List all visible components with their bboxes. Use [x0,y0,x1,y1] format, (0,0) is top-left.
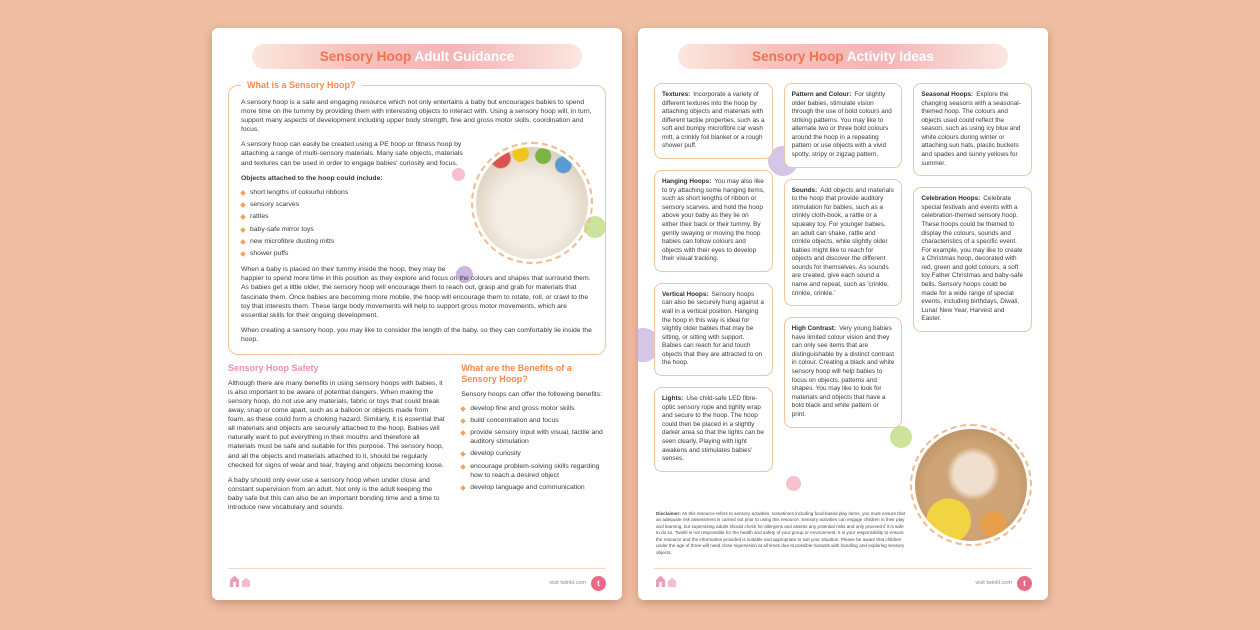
card-pattern-and-colour [784,83,903,168]
diamond-bullet-icon [460,430,466,436]
what-is-title: What is a Sensory Hoop? [241,80,362,90]
what-is-para1: A sensory hoop is a safe and engaging resource which not only entertains a baby but encourages babies to spend more time on the tummy by providing them with interesting objects to interact with. Using a sensory hoop will, in turn, support many aspects of development including upper body strength, fine and gross motor skills, coordination and focus. [241,99,592,134]
diamond-bullet-icon [240,227,246,233]
card-title: Seasonal Hoops: [921,91,974,98]
card-title: Lights: [662,395,684,403]
card-text: Add objects and materials to the hoop that provide auditory stimulation for babies, such as a crinkly cloth-book, a rattle or a squeaky toy. For younger babies, an adult can shake, rattle and crinkle objects, while slightly older babies might like to reach for objects and discover the different sounds for themselves. As sounds are created, give each sound a name and repeat, such as 'crinkle, crinkle, crinkle.' [791,186,894,297]
page1-title-rest: Adult Guidance [411,49,515,64]
card-title: Pattern and Colour: [791,91,852,98]
list-item [241,201,463,210]
page2-footer [654,568,1032,592]
card-title: Vertical Hoops: [662,290,709,298]
diamond-bullet-icon [460,485,466,491]
crawling-baby-photo [915,429,1027,541]
page2-title-banner [678,44,1008,69]
page1-footer [228,568,606,592]
disclaimer-text: As this resource refers to sensory activities, sometimes including food-based play items, you must ensure that an adequate risk assessment is carried out prior to using this resource. Sensory activities can engage children in their play and learning, but supervising adults should check for allergens and assess any potential risks and only proceed if it is safe to do so. Twinkl is not responsible for the health and safety of your group or environment. It is your responsibility to ensure the resource and the information provided is suitable and appropriate to suit your situation. Please be aware that children under the age of three will need close supervision at all times due to possible hazards with handling and exploring sensory objects. [656,511,905,555]
list-item [241,250,463,259]
twinkl-logo: t [591,576,606,591]
baby-in-sensory-hoop-photo [476,147,588,259]
benefits-list [461,405,606,493]
list-item-label: develop curiosity [470,450,521,458]
diamond-bullet-icon [240,202,246,208]
card-text: Celebrate special festivals and events with a celebration-themed sensory hoop. These hoops could be themed to display the colours, sounds and characteristics of a specific event. For example, you may like to create a Christmas hoop, decorated with red, green and gold colours, a soft toy Father Christmas and baby-safe bells. Sensory hoops could be made for a wide range of special events, including birthdays, Diwali, Lunar New Year, Harvest and Easter. [921,195,1023,323]
list-item [241,238,463,247]
list-item-label: shower puffs [250,250,289,258]
list-item [461,429,606,447]
list-item-label: provide sensory input with visual, tactile and auditory stimulation [470,429,603,446]
benefits-title: What are the Benefits of a Sensory Hoop? [461,362,572,384]
card-text: Very young babies have limited colour vision and they can only see items that are distinguishable by a distinct contrast in colour. Creating a black and white sensory hoop will help babies to focus on objects, patterns and shapes. You may like to look for materials and objects that have a bold black and white pattern or print. [791,325,895,418]
card-text: Incorporate a variety of different textures into the hoop by attaching objects and materials with different tactile properties, such as a soft and bumpy microfibre car wash mitt, a crinkly foil blanket or a rough shower puff. [662,91,765,150]
card-title: Sounds: [791,186,818,194]
card-title: Celebration Hoops: [921,195,981,203]
card-title: High Contrast: [791,325,837,333]
page-adult-guidance [212,28,622,600]
twinkl-houses-icon [228,574,256,592]
decorative-circle [786,476,801,491]
card-hanging-hoops [654,170,773,272]
card-celebration-hoops [913,187,1032,332]
benefits-intro: Sensory hoops can offer the following benefits: [461,390,603,398]
list-item [461,405,606,414]
list-item [461,463,606,481]
safety-title: Sensory Hoop Safety [228,362,319,373]
visit-twinkl-link[interactable]: visit twinkl.com [975,580,1012,586]
card-text: Use child-safe LED fibre-optic sensory rope and tightly wrap and secure to the hoop. The hoop could then be placed in a slightly darker area so that the lights can be seen clearly. Playing with light awakens and stimulates babies' senses. [662,395,764,463]
disclaimer-label: Disclaimer: [656,511,681,517]
diamond-bullet-icon [240,239,246,245]
safety-para1: Although there are many benefits in using sensory hoops with babies, it is also important to be aware of potential dangers. When making the sensory hoop, do not use any materials, fabric or toys that could break away, snap or come apart, such as a balloon or objects made from foam, as these could form a choking hazard. Similarly, it is essential that all materials and objects are securely attached to the hoop. Babies will naturally want to put everything in their mouths and therefore all materials must be safe and suitable for this purpose. The sensory hoop, and all the objects and materials attached to it, should be regularly checked for signs of wear and tear, fraying and objects becoming loose. [228,379,445,469]
card-lights [654,387,773,472]
crawling-baby-photo-frame [910,424,1032,546]
what-is-para4: When creating a sensory hoop, you may like to consider the length of the baby, so they can comfortably lie inside the hoop. [241,326,592,343]
list-item-label: new microfibre dusting mitts [250,238,335,246]
list-item [461,450,606,459]
list-item-label: build concentration and focus [470,416,559,424]
page2-title-rest: Activity Ideas [843,49,934,64]
what-is-para2: A sensory hoop can easily be created using a PE hoop or fitness hoop by attaching a range of multi-sensory materials. Many safe objects, materials and textures can be used in order to engage babies' curiosity and focus. [241,141,463,167]
page2-title-highlight: Sensory Hoop [752,49,844,64]
card-title: Textures: [662,91,691,98]
card-high-contrast [784,317,903,427]
diamond-bullet-icon [460,452,466,458]
list-item-label: sensory scarves [250,201,300,209]
list-item [461,417,606,426]
what-is-para3: When a baby is placed on their tummy inside the hoop, they may be happier to spend more time in this position as they explore and focus on the colours and shapes that surround them. As babies get a little older, the sensory hoop will encourage them to reach out, grasp and grab for materials that fascinate them. Once babies are becoming more mobile, the hoop will encourage them to rotate, roll, or crawl to the toy that interests them. These large body movements will help to support gross motor movements, which are essential skills for their ongoing development. [241,266,591,319]
card-text: Explore the changing seasons with a seasonal-themed hoop. The colours and objects used could reflect the season, such as using icy blue and white colours during winter or attaching sun hats, plastic buckets and spades and sunny yellows for summer. [921,91,1021,167]
card-text: Sensory hoops can also be securely hung against a wall in a vertical position. Hanging the hoop in this way is ideal for slightly older babies that may be sitting, or sitting with support. Babies can reach for and touch objects that they are attracted to on the hoop. [662,290,764,367]
card-text: For slightly older babies, stimulate vision through the use of bold colours and striking patterns. You may like to alternate two or three bold colours around the hoop in a repeating pattern or use objects with a vivid spotty, stripy or zigzag pattern. [791,91,892,159]
diamond-bullet-icon [460,406,466,412]
page1-title-highlight: Sensory Hoop [319,49,412,64]
list-item [241,189,463,198]
list-item-label: encourage problem-solving skills regarding how to reach a desired object [470,462,600,479]
card-text: You may also like to try attaching some hanging items, such as short lengths of ribbon or sensory scarves, and hold the hoop above your baby as they lie on either their back or their tummy. By gently swaying or moving the hoop babies can follow colours and objects with their eyes to develop their visual tracking. [662,178,765,263]
list-item-label: baby-safe mirror toys [250,225,314,233]
twinkl-logo: t [1017,576,1032,591]
activity-column-3 [913,83,1032,472]
page-activity-ideas [638,28,1048,600]
diamond-bullet-icon [460,464,466,470]
card-sounds [784,179,903,307]
card-textures [654,83,773,159]
list-item-label: develop fine and gross motor skills [470,404,575,412]
diamond-bullet-icon [240,215,246,221]
card-title: Hanging Hoops: [662,178,712,186]
page1-title-banner [252,44,582,69]
baby-photo-frame [471,142,593,264]
activity-column-1 [654,83,773,472]
list-item [241,213,463,222]
what-is-section [228,80,606,355]
diamond-bullet-icon [240,252,246,258]
disclaimer [656,511,908,556]
card-vertical-hoops [654,283,773,376]
list-item [461,484,606,493]
benefits-section [461,363,606,518]
visit-twinkl-link[interactable]: visit twinkl.com [549,580,586,586]
card-seasonal-hoops [913,83,1032,176]
safety-para2: A baby should only ever use a sensory hoop when under close and constant supervision from an adult. Not only is the adult keeping the baby safe but this can also be an important bonding time and a time to introduce new vocabulary and sounds. [228,476,440,511]
list-item-label: short lengths of colourful ribbons [250,188,349,196]
list-item [241,226,463,235]
list-item-label: rattles [250,213,269,221]
twinkl-houses-icon [654,574,682,592]
safety-section [228,363,445,518]
activity-column-2 [784,83,903,472]
diamond-bullet-icon [460,418,466,424]
list-item-label: develop language and communication [470,483,585,491]
diamond-bullet-icon [240,190,246,196]
objects-intro: Objects attached to the hoop could include: [241,174,383,182]
